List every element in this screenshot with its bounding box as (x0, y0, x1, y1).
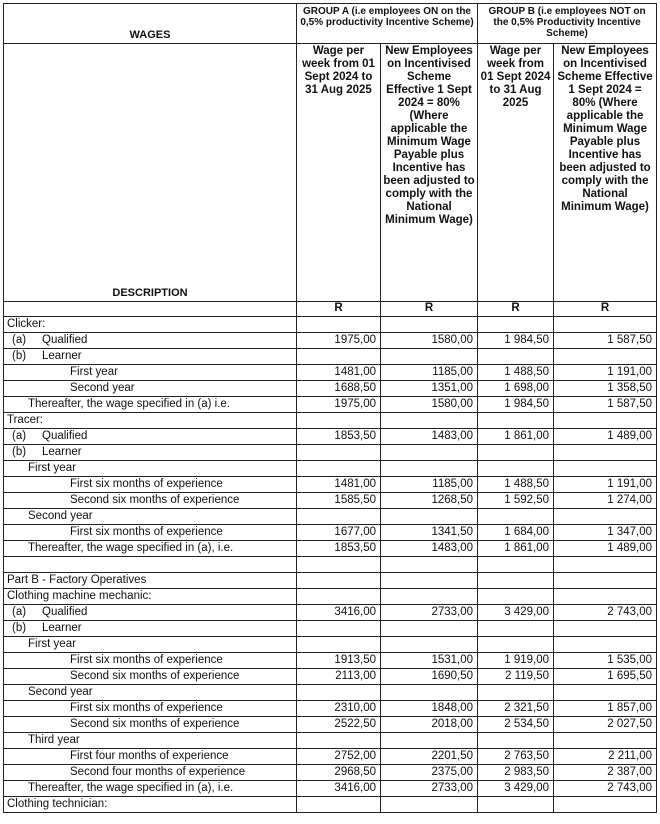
wage-value: 1853,50 (297, 429, 381, 445)
wage-value: 1 587,50 (554, 397, 657, 413)
wage-value (381, 621, 478, 637)
wage-value: 2752,00 (297, 749, 381, 765)
table-row (4, 429, 657, 445)
wage-value: 2310,00 (297, 701, 381, 717)
table-row (4, 717, 657, 733)
wage-value: 2 387,00 (554, 765, 657, 781)
currency-label: R (478, 302, 554, 317)
row-label: Clothing machine mechanic: (7, 590, 152, 602)
wage-value (381, 573, 478, 589)
wage-value: 1481,00 (297, 477, 381, 493)
wage-value (478, 589, 554, 605)
table-row (4, 413, 657, 429)
row-description (4, 413, 297, 429)
wage-value: 1 861,00 (478, 541, 554, 557)
row-label: Thereafter, the wage specified in (a), i.e. (28, 542, 234, 554)
row-description (4, 733, 297, 749)
row-label: First six months of experience (70, 526, 223, 538)
row-label: First year (70, 366, 118, 378)
currency-label: R (554, 302, 657, 317)
row-label: Learner (42, 622, 82, 634)
table-row (4, 797, 657, 813)
row-marker: (b) (12, 350, 27, 362)
group-a-heading: GROUP A (i.e employees ON on the 0,5% productivity Incentive Scheme) (297, 4, 478, 44)
table-row (4, 781, 657, 797)
row-label: Tracer: (7, 414, 43, 426)
row-description (4, 685, 297, 701)
wage-value: 2018,00 (381, 717, 478, 733)
table-row (4, 477, 657, 493)
row-description (4, 749, 297, 765)
wage-value (478, 573, 554, 589)
wage-value (381, 557, 478, 573)
wage-value: 1 695,50 (554, 669, 657, 685)
wage-value (478, 413, 554, 429)
wage-value (554, 733, 657, 749)
wage-value (297, 413, 381, 429)
row-label: Second six months of experience (70, 494, 240, 506)
row-label: Third year (28, 734, 80, 746)
row-description (4, 349, 297, 365)
wage-value: 2 321,50 (478, 701, 554, 717)
wage-value (297, 733, 381, 749)
table-row (4, 765, 657, 781)
wage-value (554, 461, 657, 477)
wage-value (478, 509, 554, 525)
wage-value: 2 027,50 (554, 717, 657, 733)
table-row (4, 589, 657, 605)
row-label: Second six months of experience (70, 718, 240, 730)
wage-value: 1688,50 (297, 381, 381, 397)
wage-value (554, 573, 657, 589)
wage-value (297, 797, 381, 813)
wage-value (554, 317, 657, 333)
wage-value (554, 685, 657, 701)
table-row (4, 525, 657, 541)
wage-value (297, 637, 381, 653)
table-row (4, 733, 657, 749)
wage-value: 1 489,00 (554, 429, 657, 445)
wages-heading: WAGES (4, 4, 297, 44)
wage-value: 3416,00 (297, 605, 381, 621)
wage-value (478, 621, 554, 637)
row-description (4, 765, 297, 781)
table-row (4, 621, 657, 637)
col-wage-per-week-a: Wage per week from 01 Sept 2024 to 31 Aug 2025 (297, 44, 381, 302)
wage-value: 1 919,00 (478, 653, 554, 669)
wage-value (381, 685, 478, 701)
wage-value: 1268,50 (381, 493, 478, 509)
table-row (4, 397, 657, 413)
wage-value (554, 621, 657, 637)
wage-value (554, 589, 657, 605)
wage-value: 1 358,50 (554, 381, 657, 397)
row-label: Second four months of experience (70, 766, 246, 778)
table-row (4, 493, 657, 509)
table-row (4, 317, 657, 333)
description-heading: DESCRIPTION (4, 44, 297, 302)
wage-value (381, 589, 478, 605)
table-row (4, 701, 657, 717)
wage-value (478, 445, 554, 461)
table-row (4, 461, 657, 477)
wage-value: 1185,00 (381, 365, 478, 381)
table-row (4, 605, 657, 621)
wage-value: 3 429,00 (478, 781, 554, 797)
row-label: Clicker: (7, 318, 46, 330)
row-description (4, 653, 297, 669)
wage-value (554, 413, 657, 429)
table-row (4, 333, 657, 349)
wage-value (381, 637, 478, 653)
row-description (4, 541, 297, 557)
table-row (4, 653, 657, 669)
wage-value (381, 733, 478, 749)
wage-value: 1 984,50 (478, 397, 554, 413)
row-label: Part B - Factory Operatives (7, 574, 147, 586)
row-description (4, 573, 297, 589)
currency-label: R (381, 302, 478, 317)
row-label: Thereafter, the wage specified in (a) i.e. (28, 398, 230, 410)
wage-value: 1 191,00 (554, 365, 657, 381)
row-label: Second six months of experience (70, 670, 240, 682)
wage-value: 2 119,50 (478, 669, 554, 685)
wage-value (554, 509, 657, 525)
row-label: Qualified (42, 334, 88, 346)
wage-table-page (3, 3, 656, 821)
wage-value: 2 534,50 (478, 717, 554, 733)
row-description (4, 365, 297, 381)
wage-value (478, 637, 554, 653)
wage-value: 2733,00 (381, 781, 478, 797)
wage-value: 1 191,00 (554, 477, 657, 493)
row-description (4, 317, 297, 333)
wage-value: 2 763,50 (478, 749, 554, 765)
row-label: Clothing technician: (7, 798, 108, 810)
wage-value (381, 445, 478, 461)
row-label: First six months of experience (70, 702, 223, 714)
wage-value (554, 637, 657, 653)
row-label: First four months of experience (70, 750, 229, 762)
row-description (4, 509, 297, 525)
wage-value: 1 274,00 (554, 493, 657, 509)
wage-value: 1 347,00 (554, 525, 657, 541)
table-row (4, 669, 657, 685)
col-wage-per-week-b: Wage per week from 01 Sept 2024 to 31 Aug 2025 (478, 44, 554, 302)
row-label: Qualified (42, 430, 88, 442)
wage-value (297, 589, 381, 605)
wage-value: 2201,50 (381, 749, 478, 765)
wage-value: 1351,00 (381, 381, 478, 397)
table-row (4, 685, 657, 701)
row-label: First six months of experience (70, 654, 223, 666)
table-row (4, 349, 657, 365)
wage-value (297, 573, 381, 589)
wage-value: 2968,50 (297, 765, 381, 781)
row-description (4, 701, 297, 717)
row-description (4, 461, 297, 477)
wage-value (381, 509, 478, 525)
wage-value (554, 557, 657, 573)
table-row (4, 557, 657, 573)
table-row (4, 445, 657, 461)
wage-value: 1341,50 (381, 525, 478, 541)
wage-table (3, 3, 657, 813)
row-description (4, 477, 297, 493)
table-row (4, 637, 657, 653)
wage-value: 2375,00 (381, 765, 478, 781)
currency-blank (4, 302, 297, 317)
col-new-employees-a: New Employees on Incentivised Scheme Effective 1 Sept 2024 = 80% (Where applicable the Minimum Wage Payable plus Incentive has been adjusted to comply with the National Minimum Wage) (381, 44, 478, 302)
wage-value: 1 535,00 (554, 653, 657, 669)
wage-value: 2 743,00 (554, 605, 657, 621)
row-label: Second year (28, 510, 93, 522)
wage-rows (4, 317, 657, 813)
wage-value (297, 621, 381, 637)
wage-value (381, 349, 478, 365)
row-description (4, 333, 297, 349)
row-description (4, 605, 297, 621)
wage-value: 3416,00 (297, 781, 381, 797)
wage-value: 2733,00 (381, 605, 478, 621)
row-label: Learner (42, 350, 82, 362)
row-marker: (b) (12, 446, 27, 458)
wage-value (381, 413, 478, 429)
row-description (4, 525, 297, 541)
group-b-heading: GROUP B (i.e employees NOT on the 0,5% Productivity Incentive Scheme) (478, 4, 657, 44)
row-label: Second year (70, 382, 135, 394)
wage-value (381, 317, 478, 333)
row-description (4, 637, 297, 653)
row-description (4, 589, 297, 605)
wage-value: 1975,00 (297, 397, 381, 413)
wage-value: 1 698,00 (478, 381, 554, 397)
table-row (4, 365, 657, 381)
row-label: Learner (42, 446, 82, 458)
wage-value: 1 587,50 (554, 333, 657, 349)
table-row (4, 573, 657, 589)
wage-value (554, 349, 657, 365)
row-marker: (a) (12, 334, 27, 346)
row-label: First year (28, 638, 76, 650)
wage-value: 1483,00 (381, 429, 478, 445)
wage-value (297, 445, 381, 461)
row-marker: (a) (12, 606, 27, 618)
table-row (4, 509, 657, 525)
wage-value: 1 488,50 (478, 477, 554, 493)
wage-value (297, 557, 381, 573)
wage-value (381, 797, 478, 813)
wage-value (478, 733, 554, 749)
wage-value (297, 509, 381, 525)
wage-value: 2 211,00 (554, 749, 657, 765)
wage-value: 1 592,50 (478, 493, 554, 509)
wage-value (478, 797, 554, 813)
col-new-employees-b: New Employees on Incentivised Scheme Effective 1 Sept 2024 = 80% (Where applicable the Minimum Wage Payable plus Incentive has been adjusted to comply with the National Minimum Wage) (554, 44, 657, 302)
wage-value: 1 984,50 (478, 333, 554, 349)
wage-value: 1 684,00 (478, 525, 554, 541)
wage-value: 1677,00 (297, 525, 381, 541)
wage-value: 1 488,50 (478, 365, 554, 381)
wage-value: 1690,50 (381, 669, 478, 685)
row-description (4, 557, 297, 573)
table-row (4, 541, 657, 557)
wage-value: 1853,50 (297, 541, 381, 557)
row-description (4, 621, 297, 637)
row-description (4, 397, 297, 413)
wage-value (478, 685, 554, 701)
wage-value: 1 861,00 (478, 429, 554, 445)
wage-value: 3 429,00 (478, 605, 554, 621)
row-description (4, 429, 297, 445)
wage-value (478, 461, 554, 477)
wage-value: 1483,00 (381, 541, 478, 557)
row-label: Second year (28, 686, 93, 698)
wage-value: 1580,00 (381, 333, 478, 349)
wage-value: 1585,50 (297, 493, 381, 509)
row-marker: (a) (12, 430, 27, 442)
row-label: First year (28, 462, 76, 474)
wage-value: 1975,00 (297, 333, 381, 349)
wage-value: 1913,50 (297, 653, 381, 669)
wage-value: 1848,00 (381, 701, 478, 717)
wage-value: 1 857,00 (554, 701, 657, 717)
row-description (4, 493, 297, 509)
row-marker: (b) (12, 622, 27, 634)
wage-value (554, 445, 657, 461)
wage-value (554, 797, 657, 813)
row-description (4, 445, 297, 461)
row-description (4, 781, 297, 797)
row-description (4, 381, 297, 397)
table-row (4, 381, 657, 397)
wage-value: 1 489,00 (554, 541, 657, 557)
wage-value: 2113,00 (297, 669, 381, 685)
wage-value (478, 349, 554, 365)
wage-value (478, 317, 554, 333)
row-label: Qualified (42, 606, 88, 618)
wage-value (297, 349, 381, 365)
wage-value: 2 983,50 (478, 765, 554, 781)
wage-value: 1531,00 (381, 653, 478, 669)
wage-value: 1580,00 (381, 397, 478, 413)
row-description (4, 797, 297, 813)
wage-value: 2522,50 (297, 717, 381, 733)
row-description (4, 669, 297, 685)
wage-value (297, 317, 381, 333)
wage-value (297, 461, 381, 477)
row-label: Thereafter, the wage specified in (a), i.e. (28, 782, 234, 794)
wage-value (381, 461, 478, 477)
wage-value: 1185,00 (381, 477, 478, 493)
wage-value (478, 557, 554, 573)
row-label: First six months of experience (70, 478, 223, 490)
table-row (4, 749, 657, 765)
wage-value (297, 685, 381, 701)
currency-label: R (297, 302, 381, 317)
wage-value: 1481,00 (297, 365, 381, 381)
row-description (4, 717, 297, 733)
wage-value: 2 743,00 (554, 781, 657, 797)
